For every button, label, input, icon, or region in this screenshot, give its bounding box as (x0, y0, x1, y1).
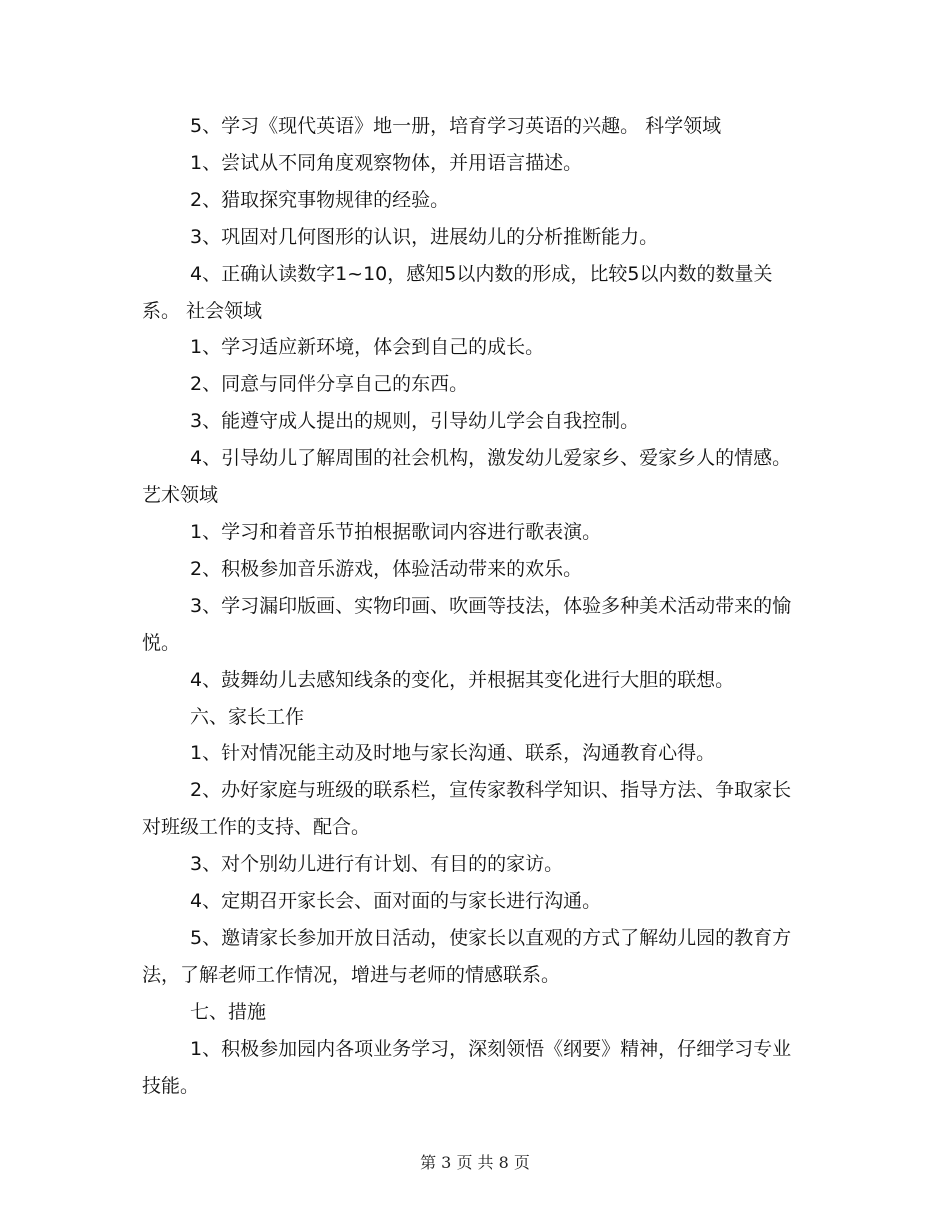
paragraph-social-1: 1、学习适应新环境，体会到自己的成长。 (190, 336, 545, 359)
paragraph-science-3: 3、巩固对几何图形的认识，进展幼儿的分析推断能力。 (190, 225, 659, 248)
paragraph-science-4-and-social: 4、正确认读数字1~10，感知5以内数的形成，比较5以内数的数量关系。 社会领域 (142, 262, 773, 322)
document-body (142, 108, 807, 1104)
paragraph-science-1: 1、尝试从不同角度观察物体，并用语言描述。 (190, 151, 583, 174)
paragraph-art-2: 2、积极参加音乐游戏，体验活动带来的欢乐。 (190, 557, 583, 580)
paragraph-social-2: 2、同意与同伴分享自己的东西。 (190, 373, 469, 396)
paragraph-art-3: 3、学习漏印版画、实物印画、吹画等技法，体验多种美术活动带来的愉悦。 (142, 594, 792, 654)
paragraph-english-and-science: 5、学习《现代英语》地一册，培育学习英语的兴趣。 科学领域 (190, 115, 722, 137)
paragraph-social-3: 3、能遵守成人提出的规则，引导幼儿学会自我控制。 (190, 410, 640, 433)
paragraph-art-1: 1、学习和着音乐节拍根据歌词内容进行歌表演。 (190, 520, 602, 543)
paragraph-parent-1: 1、针对情况能主动及时地与家长沟通、联系，沟通教育心得。 (190, 742, 716, 765)
section-heading-measures: 七、措施 (190, 1000, 267, 1023)
paragraph-parent-5: 5、邀请家长参加开放日活动，使家长以直观的方式了解幼儿园的教育方法，了解老师工作情况，增进与老师的情感联系。 (142, 926, 792, 986)
paragraph-science-2: 2、猎取探究事物规律的经验。 (190, 188, 450, 211)
paragraph-art-4: 4、鼓舞幼儿去感知线条的变化，并根据其变化进行大胆的联想。 (190, 668, 735, 691)
paragraph-parent-4: 4、定期召开家长会、面对面的与家长进行沟通。 (190, 890, 602, 913)
paragraph-parent-3: 3、对个别幼儿进行有计划、有目的的家访。 (190, 853, 564, 876)
page-number-footer: 第 3 页 共 8 页 (420, 1153, 530, 1172)
section-heading-parent-work: 六、家长工作 (190, 705, 305, 728)
paragraph-parent-2: 2、办好家庭与班级的联系栏，宣传家教科学知识、指导方法、争取家长对班级工作的支持、配合。 (142, 779, 792, 839)
paragraph-social-4-and-art: 4、引导幼儿了解周围的社会机构，激发幼儿爱家乡、爱家乡人的情感。 艺术领域 (142, 447, 792, 507)
paragraph-measures-1: 1、积极参加园内各项业务学习，深刻领悟《纲要》精神，仔细学习专业技能。 (142, 1037, 792, 1097)
